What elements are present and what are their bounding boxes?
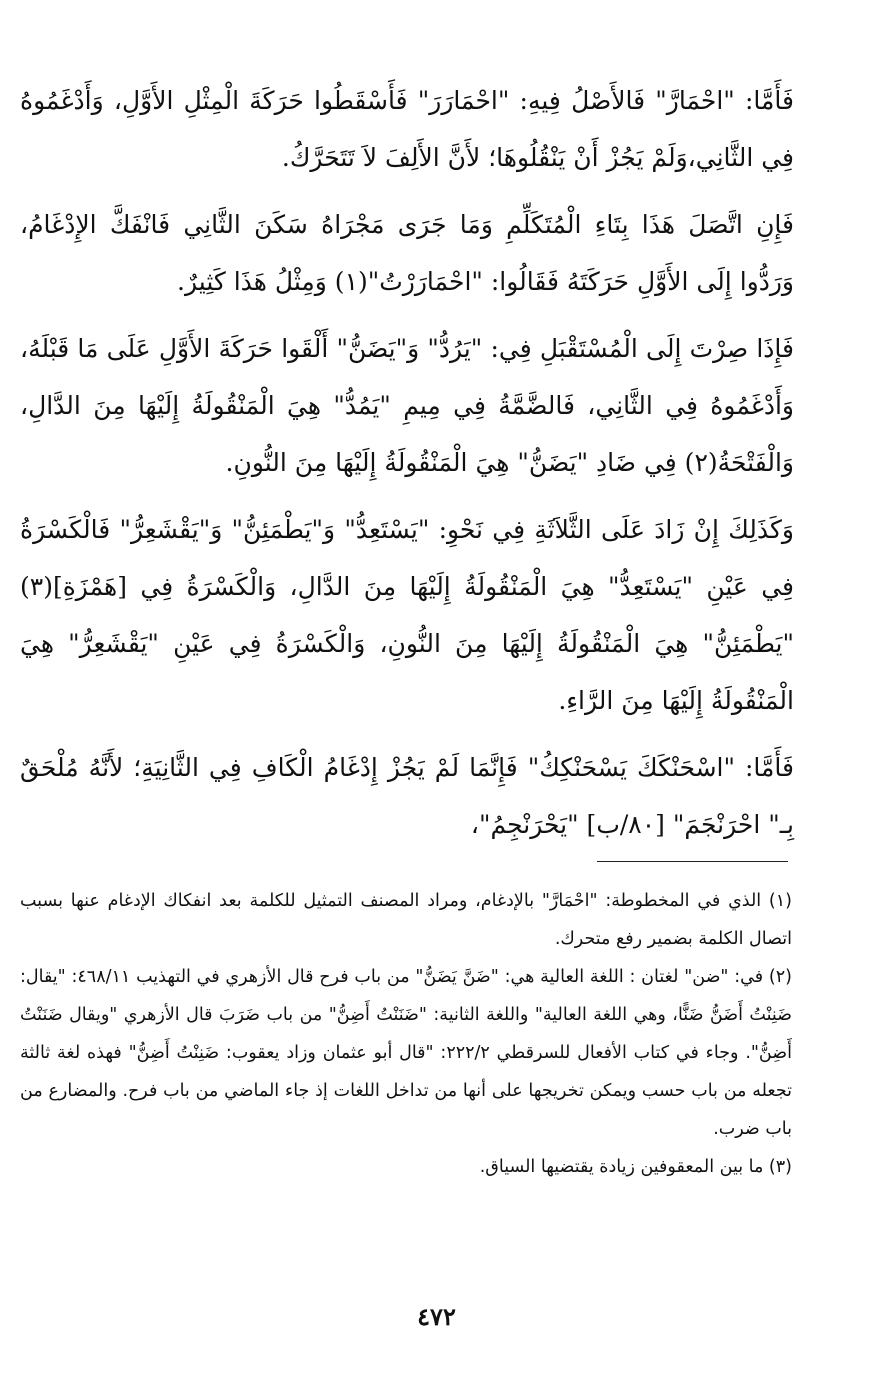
footnote-1: (١) الذي في المخطوطة: "احْمَارَّ" بالإدغام، ومراد المصنف التمثيل للكلمة بعد انفكاك الإدغام عنها بسبب اتصال الكلمة بضمير رفع متحرك. — [20, 891, 792, 949]
page-number: ٤٧٢ — [417, 1302, 456, 1331]
paragraph-3: فَإِذَا صِرْتَ إِلَى الْمُسْتَقْبَلِ فِي: "يَرُدُّ" وَ"يَضَنُّ" أَلْقَوا حَرَكَةَ الأَوَّلِ عَلَى مَا قَبْلَهُ، وَأَدْغَمُوهُ فِي الثَّانِي، فَالضَّمَّةُ فِي مِيمِ "يَمُدُّ" هِيَ الْمَنْقُولَةُ إِلَيْهَا مِنَ الدَّالِ، وَالْفَتْحَةُ(٢) فِي ضَادِ "يَضَنُّ" هِيَ الْمَنْقُولَةُ إِلَيْهَا مِنَ النُّونِ. — [20, 334, 794, 477]
main-text — [20, 72, 794, 853]
footnotes — [20, 882, 792, 1186]
footnote-2: (٢) في: "ضن" لغتان : اللغة العالية هي: "ضَنَّ يَضَنُّ" من باب فرح قال الأزهري في التهذيب ٤٦٨/١١: "يقال: ضَنِنْتُ أَضَنُّ ضَنًّا، وهي اللغة العالية" واللغة الثانية: "ضَنَنْتُ أَضِنُّ" من باب ضَرَبَ قال الأزهري "ويقال ضَنَنْتُ أَضِنُّ". وجاء في كتاب الأفعال للسرقطي ٢٢٢/٢: "قال أبو عثمان وزاد يعقوب: ضَنِنْتُ أَضِنُّ" فهذه لغة ثالثة تجعله من باب حسب ويمكن تخريجها على أنها من تداخل اللغات إذ جاء الماضي من باب فرح. والمضارع من باب ضرب. — [20, 967, 792, 1139]
paragraph-5: فَأَمَّا: "اسْحَنْكَكَ يَسْحَنْكِكُ" فَإِنَّمَا لَمْ يَجُزْ إِدْغَامُ الْكَافِ فِي الثَّانِيَةِ؛ لأَنَّهُ مُلْحَقٌ بِـ" احْرَنْجَمَ" [٨٠/ب] "يَحْرَنْجِمُ"، — [20, 753, 794, 839]
paragraph-2: فَإِنِ اتَّصَلَ هَذَا بِتَاءِ الْمُتَكَلِّمِ وَمَا جَرَى مَجْرَاهُ سَكَنَ الثَّانِي فَانْفَكَّ الإِدْغَامُ، وَرَدُّوا إِلَى الأَوَّلِ حَرَكَتَهُ فَقَالُوا: "احْمَارَرْتُ"(١) وَمِثْلُ هَذَا كَثِيرٌ. — [20, 210, 794, 296]
paragraph-4: وَكَذَلِكَ إِنْ زَادَ عَلَى الثَّلاَثَةِ فِي نَحْوِ: "يَسْتَعِدُّ" وَ"يَطْمَئِنُّ" وَ"يَقْشَعِرُّ" فَالْكَسْرَةُ فِي عَيْنِ "يَسْتَعِدُّ" هِيَ الْمَنْقُولَةُ إِلَيْهَا مِنَ الدَّالِ، وَالْكَسْرَةُ فِي [هَمْزَةِ](٣) "يَطْمَئِنُّ" هِيَ الْمَنْقُولَةُ إِلَيْهَا مِنَ النُّونِ، وَالْكَسْرَةُ فِي عَيْنِ "يَقْشَعِرُّ" هِيَ الْمَنْقُولَةُ إِلَيْهَا مِنَ الرَّاءِ. — [20, 515, 794, 715]
footnote-3: (٣) ما بين المعقوفين زيادة يقتضيها السياق. — [479, 1157, 792, 1177]
footnote-separator — [597, 861, 788, 862]
paragraph-1: فَأَمَّا: "احْمَارَّ" فَالأَصْلُ فِيهِ: "احْمَارَرَ" فَأَسْقَطُوا حَرَكَةَ الْمِثْلِ الأَوَّلِ، وَأَدْغَمُوهُ فِي الثَّانِي،وَلَمْ يَجُزْ أَنْ يَنْقُلُوهَا؛ لأَنَّ الأَلِفَ لاَ تَتَحَرَّكُ. — [20, 86, 794, 172]
